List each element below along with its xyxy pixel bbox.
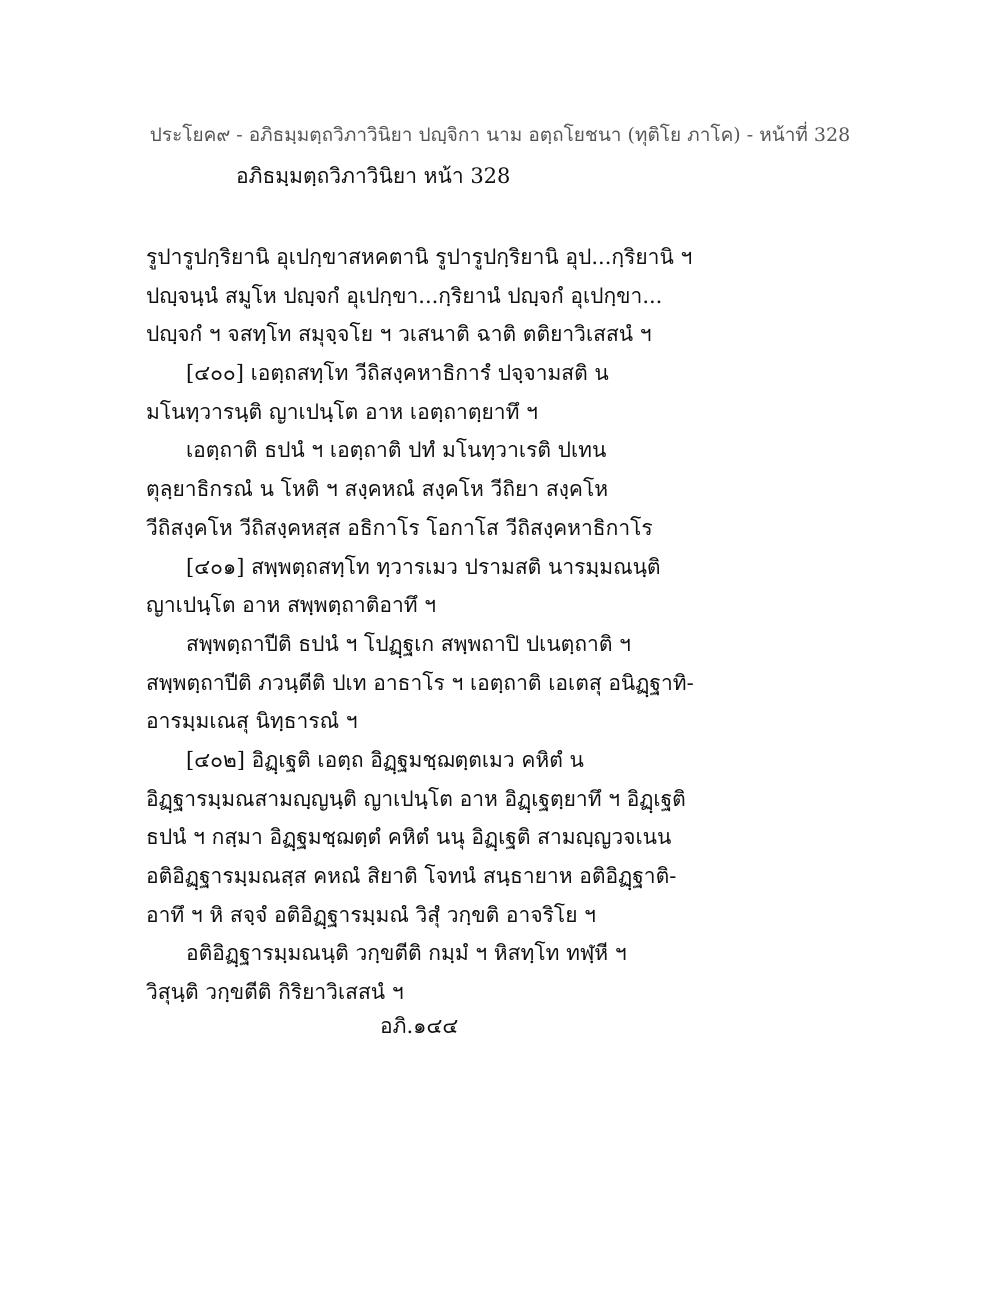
paragraph-402-start: [๔๐๒] อิฏฺเฐติ เอตฺถ อิฏฺฐมชฺฌตฺตเมว คหิตํ น [186,747,584,772]
text-line: ตุลฺยาธิกรณํ น โหติ ฯ สงฺคหณํ สงฺคโห วีถิยา สงฺคโห [146,477,609,502]
page-marker: อภิ.๑๔๔ [380,1014,459,1038]
text-line: อิฏฺฐารมฺมณสามญฺญนฺติ ญาเปนฺโต อาห อิฏฺเฐตฺยาทึ ฯ อิฏฺเฐติ [146,786,686,811]
text-line: มโนทฺวารนฺติ ญาเปนฺโต อาห เอตฺถาตฺยาทึ ฯ [146,399,538,424]
text-line: ปญฺจนฺนํ สมูโห ปญฺจกํ อุเปกฺขา...กฺริยานํ ปญฺจกํ อุเปกฺขา... [146,283,663,308]
body-text [146,238,866,1012]
text-line: อติอิฏฺฐารมฺมณสฺส คหณํ สิยาติ โจทนํ สนฺธายาห อติอิฏฺฐาติ- [146,864,677,888]
text-line: ปญฺจกํ ฯ จสทฺโท สมุจฺจโย ฯ วเสนาติ ฉาติ ตติยาวิเสสนํ ฯ [146,322,652,347]
paragraph-401-start: [๔๐๑] สพฺพตฺถสทฺโท ทฺวารเมว ปรามสติ นารมฺมณนฺติ [186,554,661,579]
page-title: อภิธมฺมตฺถวิภาวินิยา หน้า 328 [236,164,511,188]
text-line: อาทึ ฯ หิ สจฺจํ อติอิฏฺฐารมฺมณํ วิสุํ วกฺขติ อาจริโย ฯ [146,902,596,927]
text-line: อารมฺมเณสุ นิทฺธารณํ ฯ [146,709,358,734]
text-line: ธปนํ ฯ กสฺมา อิฏฺฐมชฺฌตฺตํ คหิตํ นนุ อิฏฺเฐติ สามญฺญวจเนน [146,825,672,850]
text-line: อติอิฏฺฐารมฺมณนฺติ วกฺขตีติ กมฺมํ ฯ หิสทฺโท ทฬฺหี ฯ [186,941,627,966]
text-line: รูปารูปกฺริยานิ อุเปกฺขาสหคตานิ รูปารูปกฺริยานิ อุป...กฺริยานิ ฯ [146,245,693,269]
text-line: ญาเปนฺโต อาห สพฺพตฺถาติอาทึ ฯ [146,593,437,618]
text-line: สพฺพตฺถาปีติ ภวนฺตีติ ปเท อาธาโร ฯ เอตฺถาติ เอเตสุ อนิฏฺฐาทิ- [146,670,694,695]
text-line: เอตฺถาติ ธปนํ ฯ เอตฺถาติ ปทํ มโนทฺวาเรติ ปเทน [186,438,607,463]
text-line: วีถิสงฺคโห วีถิสงฺคหสฺส อธิกาโร โอกาโส วีถิสงฺคหาธิกาโร [146,515,653,540]
paragraph-400-start: [๔๐๐] เอตฺถสทฺโท วีถิสงฺคหาธิการํ ปจฺจามสติ น [186,361,609,386]
text-line: สพฺพตฺถาปีติ ธปนํ ฯ โปฏฺฐเก สพฺพถาปิ ปเนตฺถาติ ฯ [186,631,631,656]
running-header: ประโยค๙ - อภิธมฺมตฺถวิภาวินิยา ปญฺจิกา นาม อตฺถโยชนา (ทุติโย ภาโค) - หน้าที่ 328 [149,124,851,146]
text-line: วิสุนฺติ วกฺขตีติ กิริยาวิเสสนํ ฯ [146,980,404,1005]
